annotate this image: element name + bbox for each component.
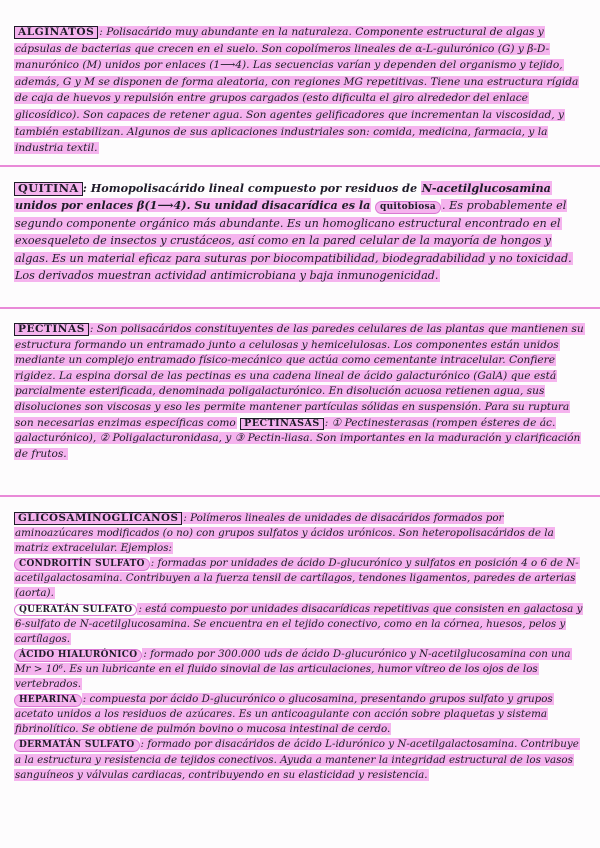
quitobiosa-term: quitobiosa [375,201,441,214]
pectinas-text-a: : Son polisacáridos constituyentes de las paredes celulares de las plantas que mantienen su estructura formando un entramado junto a celulosas y hemicelulosas. Los componentes están unidos mediante un complejo entramado físico-mecánico que actúa como cementante intracelular. Confiere rigidez. La espina dorsal de las pectinas es una cadena lineal de ácido galacturónico (GalA) que está parcialmente esterificada, denominada poligalacturónico. En disolución acuosa retienen agua, sus disoluciones son viscosas y eso les permite mantener partículas sólidas en suspensión. Para su ruptura son necesarias enzimas específicas como [15,323,584,429]
pectinasas-label: PECTINASAS [240,418,324,430]
alginatos-title: ALGINATOS [14,26,98,39]
glicosaminoglicanos-title: GLICOSAMINOGLICANOS [14,512,182,525]
queratan-sulfato-label: QUERATÁN SULFATO [14,604,137,617]
quitina-text-a: : Homopolisacárido lineal compuesto por residuos de [82,181,418,195]
dermatan-sulfato-label: DERMATÁN SULFATO [14,739,140,752]
condroitin-sulfato-text: : formadas por unidades de ácido D-glucurónico y sulfatos en posición 4 o 6 de N-acetilgalactosamina. Contribuyen a la fuerza tensil de cartílagos, tendones ligamentos, paredes de arterias (aorta). [15,557,579,600]
quitina-text-d: . Es probablemente el segundo componente orgánico más abundante. Es un homoglicano estructural encontrado en el exoesqueleto de insectos y crustáceos, así como en la pared celular de la mayoría de hongos y algas. Es un material eficaz para suturas por biocompatibilidad, biodegradabilidad y no toxicidad. Los derivados muestran actividad antimicrobiana y baja inmunogenicidad. [15,199,572,283]
pectinas-paragraph [14,322,584,462]
dermatan-sulfato-text: : formado por disacáridos de ácido L-idurónico y N-acetilgalactosamina. Contribuye a la estructura y resistencia de tejidos conectivos. Ayuda a mantener la integridad estructural de los vasos sanguíneos y válvulas cardiacas, contribuyendo en su elasticidad y resistencia. [15,738,579,781]
queratan-sulfato-text: : está compuesto por unidades disacarídicas repetitivas que consisten en galactosa y 6-sulfato de N-acetilglucosamina. Se encuentra en el tejido conectivo, como en la córnea, huesos, pelos y cartílagos. [15,602,583,645]
condroitin-sulfato-label: CONDROITÍN SULFATO [14,558,150,571]
alginatos-text: : Polisacárido muy abundante en la naturaleza. Componente estructural de algas y cápsulas de bacterias que crecen en el suelo. Son copolímeros lineales de α-L-gulurónico (G) y β-D-manurónico (M) unidos por enlaces (1⟶4). Las secuencias varían y dependen del organismo y tejido, además, G y M se disponen de forma aleatoria, con regiones MG repetitivas. Tiene una estructura rígida de caja de huevos y repulsión entre grupos cargados (esto dificulta el giro alrededor del enlace glicosídico). Son capaces de retener agua. Son agentes gelificadores que incrementan la viscosidad, y también estabilizan. Algunos de sus aplicaciones industriales son: comida, medicina, farmacia, y la industria textil. [15,26,579,155]
glicosaminoglicanos-paragraph [14,511,584,783]
pectinas-text-b: : ① Pectinesterasas (rompen ésteres de ác. galacturónico), ② Poligalacturonidasa, y ③ Pectin-liasa. Son importantes en la maduración y clarificación de frutos. [15,416,581,460]
heparina-text: : compuesta por ácido D-glucurónico o glucosamina, presentando grupos sulfato y grupos acetato unidos a los residuos de azúcares. Es un anticoagulante con acción sobre plaquetas y sistema fibrinolítico. Se obtiene de pulmón bovino o mucosa intestinal de cerdo. [15,693,553,736]
quitina-title: QUITINA [14,182,83,196]
divider [0,307,600,309]
heparina-label: HEPARINA [14,694,82,707]
glicosaminoglicanos-intro: : Polímeros lineales de unidades de disacáridos formados por aminoazúcares modificados (o no) con grupos sulfatos y ácidos urónicos. Son heteropolisacáridos de la matriz extracelular. Ejemplos: [15,512,554,555]
quitina-paragraph [14,180,584,284]
pectinas-title: PECTINAS [14,323,89,336]
divider [0,495,600,497]
acido-hialuronico-text: : formado por 300.000 uds de ácido D-glucurónico y N-acetilglucosamina con una Mr > 10⁶. Es un lubricante en el fluido sinovial de las articulaciones, humor vítreo de los ojos de los vertebrados. [15,647,571,691]
divider [0,165,600,167]
alginatos-paragraph [14,24,584,157]
quitina-text-b: N-acetilglucosamina unidos por enlaces β(1⟶4). Su unidad disacarídica es la [15,181,551,213]
acido-hialuronico-label: ÁCIDO HIALURÓNICO [14,649,142,662]
